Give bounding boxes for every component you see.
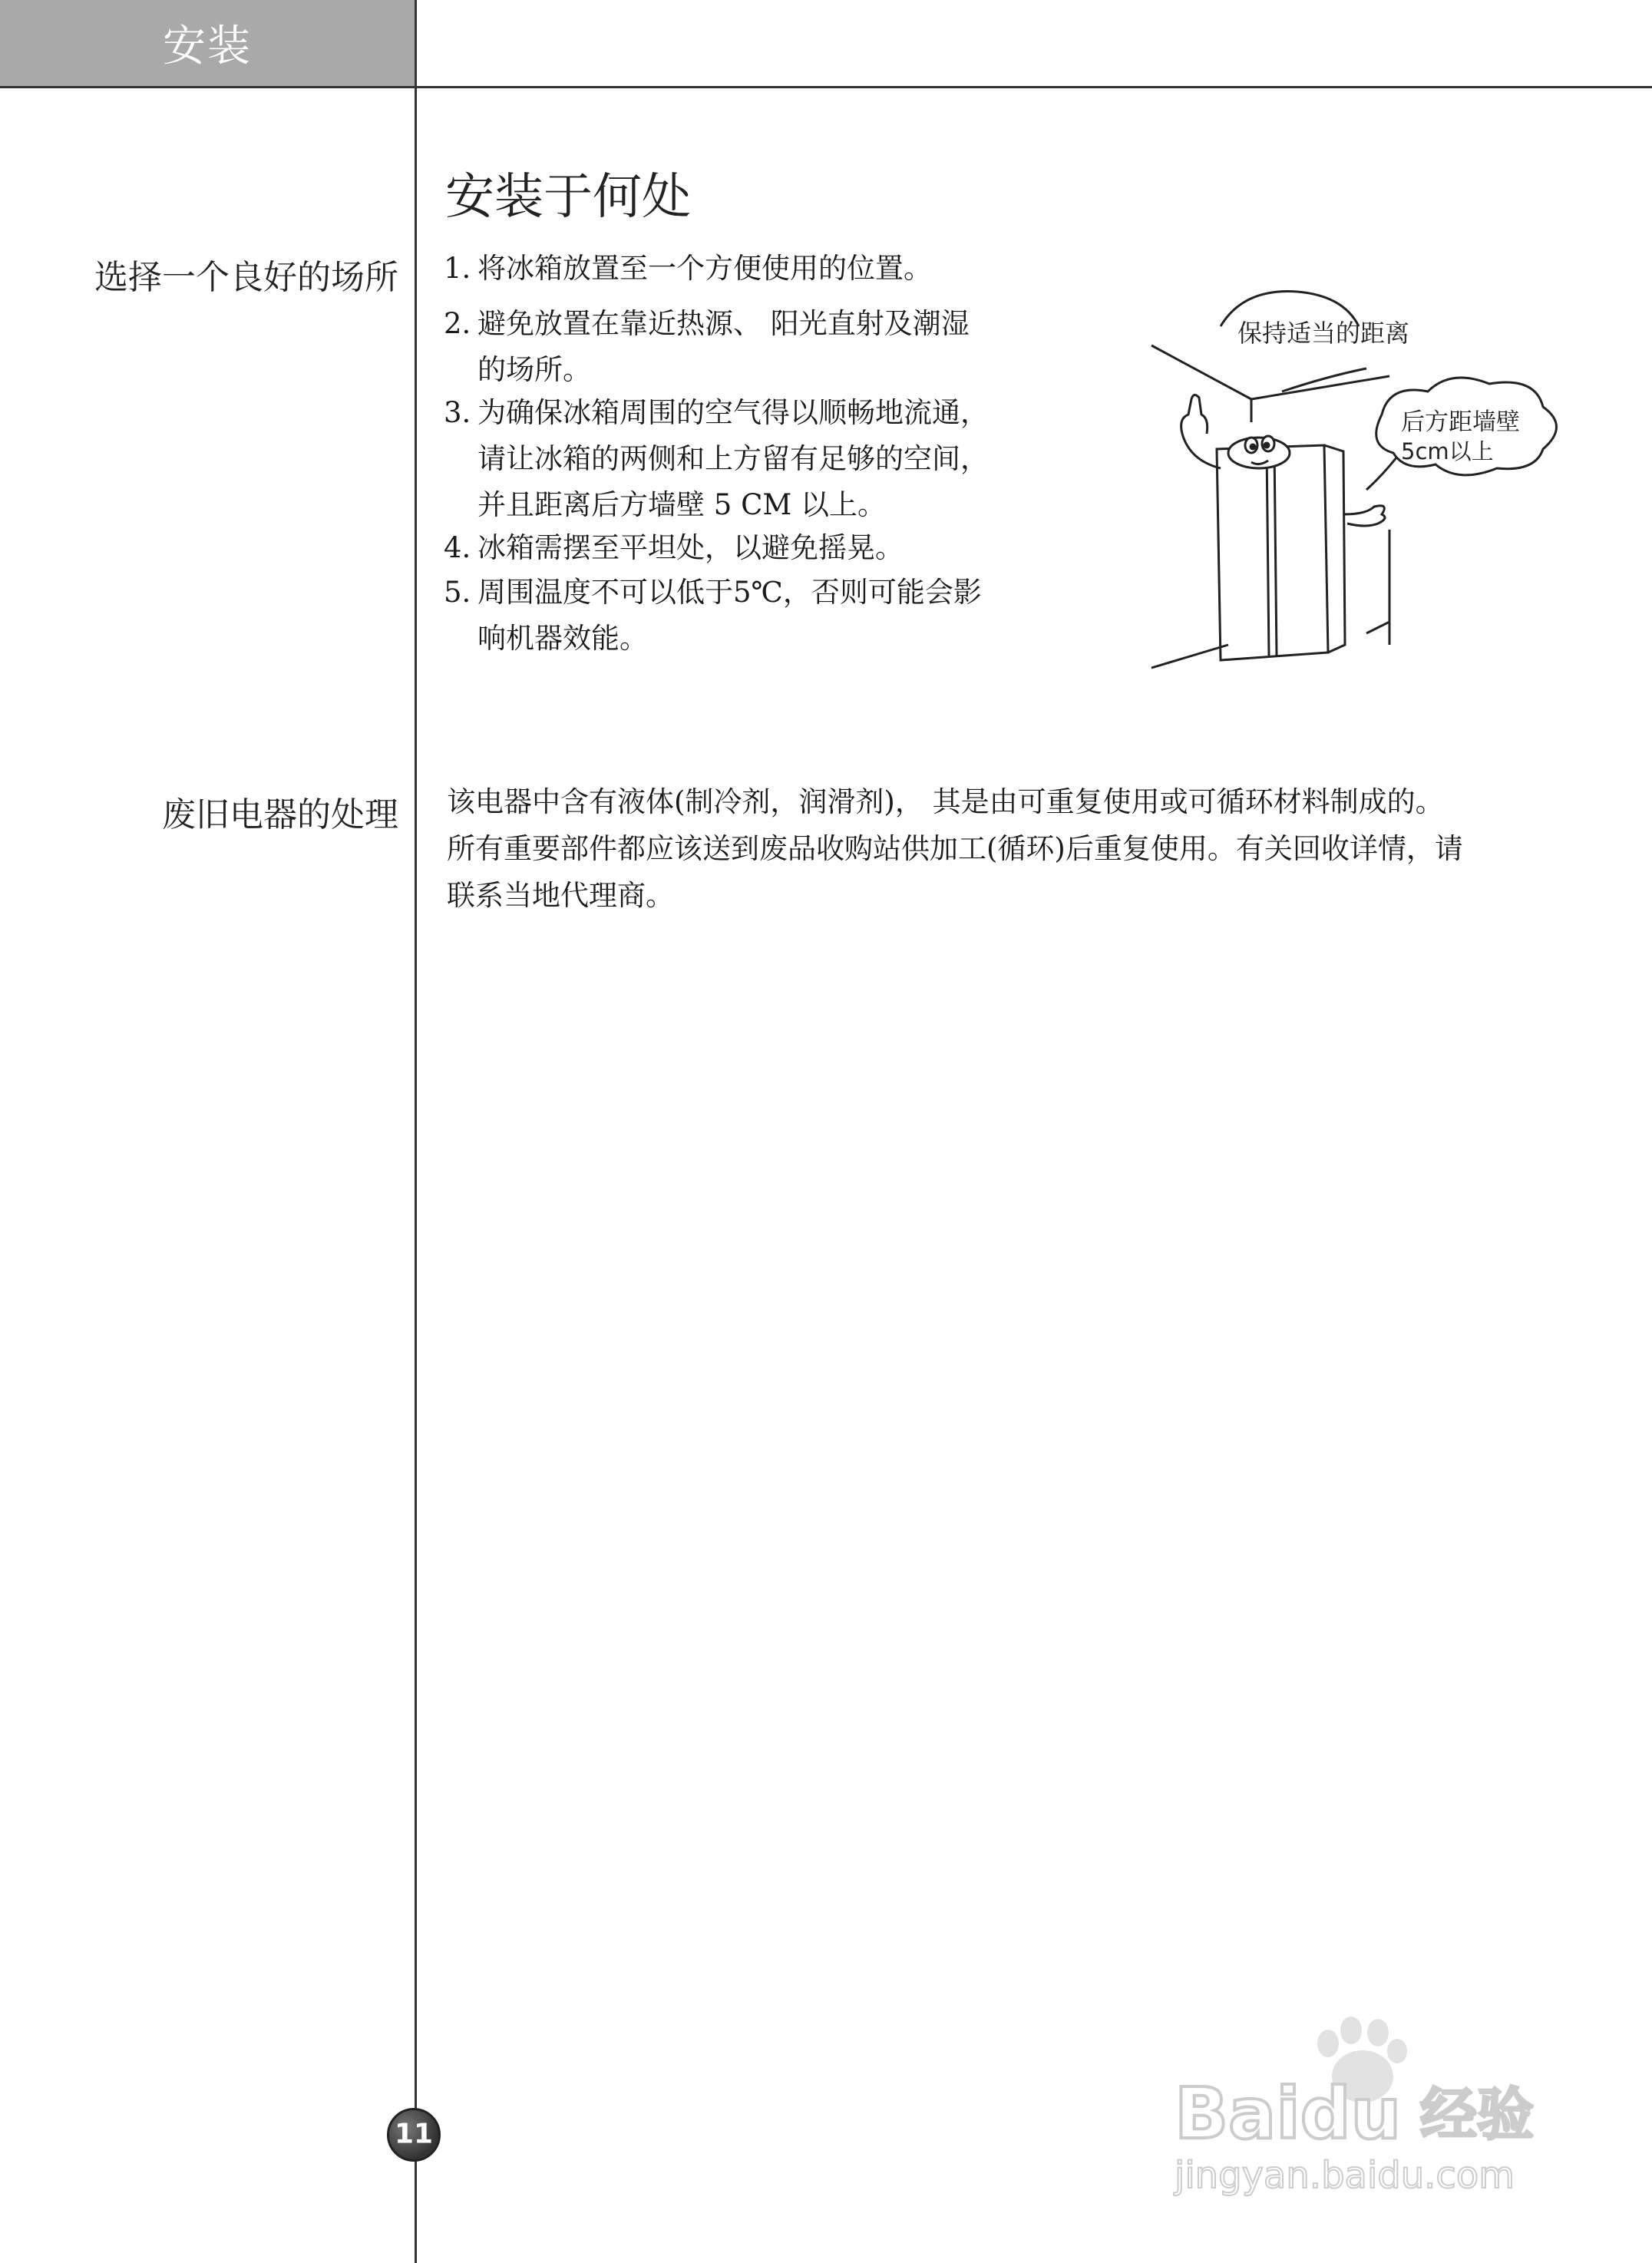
caption-keep-distance: 保持适当的距离 xyxy=(1237,319,1410,348)
baidu-watermark-logo xyxy=(1167,2004,1566,2203)
list-text-continued: 响机器效能。 xyxy=(477,622,648,655)
header-rule xyxy=(0,86,1652,88)
watermark-url: jingyan.baidu.com xyxy=(1175,2154,1515,2197)
list-number: 1. xyxy=(444,252,471,285)
list-item-1 xyxy=(444,246,932,292)
watermark-brand: Baidu xyxy=(1175,2073,1402,2155)
disposal-line: 所有重要部件都应该送到废品收购站供加工(循环)后重复使用。有关回收详情，请 xyxy=(447,832,1463,865)
list-text-continued: 请让冰箱的两侧和上方留有足够的空间， xyxy=(477,442,989,475)
list-number: 5. xyxy=(444,576,471,609)
list-text: 冰箱需摆至平坦处，以避免摇晃。 xyxy=(477,531,904,564)
disposal-paragraph xyxy=(447,778,1537,919)
location-section-label: 选择一个良好的场所 xyxy=(94,258,398,297)
list-text: 周围温度不可以低于5℃，否则可能会影 xyxy=(477,576,982,609)
floor-line xyxy=(1151,645,1228,668)
list-text: 为确保冰箱周围的空气得以顺畅地流通， xyxy=(477,396,989,429)
section-tab-label: 安装 xyxy=(163,21,252,71)
list-text: 将冰箱放置至一个方便使用的位置。 xyxy=(477,252,932,285)
list-text: 避免放置在靠近热源、 阳光直射及潮湿 xyxy=(477,307,970,340)
list-item-4 xyxy=(444,525,904,571)
watermark-brand-cn: 经验 xyxy=(1420,2082,1534,2148)
pointing-hand xyxy=(1181,395,1221,468)
bubble-text-line1: 后方距墙壁 xyxy=(1401,408,1520,436)
list-number: 2. xyxy=(444,307,471,340)
list-text-continued: 并且距离后方墙壁 5 CM 以上。 xyxy=(477,488,887,521)
list-number: 3. xyxy=(444,396,471,429)
list-item-3 xyxy=(444,390,989,528)
list-item-2 xyxy=(444,301,970,393)
bubble-text-line2: 5cm以上 xyxy=(1401,438,1494,464)
section-tab xyxy=(0,0,415,86)
disposal-section-label: 废旧电器的处理 xyxy=(162,795,398,834)
list-item-5 xyxy=(444,570,982,662)
page-number-badge xyxy=(387,2108,441,2162)
fridge-body xyxy=(1217,445,1328,660)
page-number: 11 xyxy=(394,2118,434,2150)
list-text-continued: 的场所。 xyxy=(477,353,591,386)
page-title: 安装于何处 xyxy=(445,169,691,226)
list-number: 4. xyxy=(444,531,471,564)
disposal-line: 该电器中含有液体(制冷剂，润滑剂)， 其是由可重复使用或可循环材料制成的。 xyxy=(447,785,1444,818)
fridge-clearance-illustration xyxy=(1136,284,1566,683)
right-hand xyxy=(1343,506,1385,526)
column-divider xyxy=(415,0,417,2263)
disposal-line: 联系当地代理商。 xyxy=(447,879,674,912)
